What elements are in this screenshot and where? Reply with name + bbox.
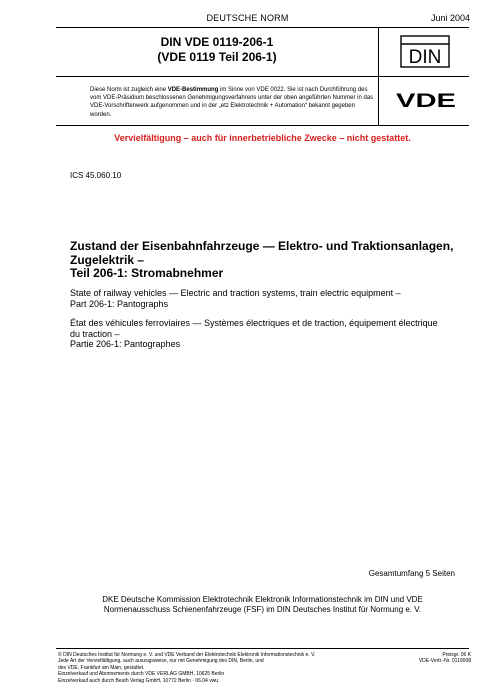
title-french-line: Partie 206-1: Pantographes (70, 339, 181, 349)
divider-title (56, 76, 469, 77)
document-number-vde: (VDE 0119 Teil 206-1) (157, 50, 277, 64)
divider-notice (56, 125, 469, 126)
title-german-line: Zustand der Eisenbahnfahrzeuge — Elektro- und Traktionsanlagen, (70, 239, 454, 253)
title-english-line: Part 206-1: Pantographs (70, 298, 169, 309)
svg-text:VDE: VDE (396, 91, 456, 109)
committee-line: DKE Deutsche Kommission Elektrotechnik Elektronik Informationstechnik im DIN und VDE (102, 595, 423, 604)
title-german (70, 240, 460, 281)
norm-type-label: DEUTSCHE NORM (206, 13, 289, 23)
divider-top (56, 27, 469, 28)
footer-line: Jede Art der Vervielfältigung, auch auszugsweise, nur mit Genehmigung des DIN, Berlin, und (58, 658, 264, 665)
title-german-line: Zugelektrik – (70, 252, 145, 267)
footer-line: © DIN Deutsches Institut für Normung e. V. und VDE Verband der Elektrotechnik Elektronik Informationstechnik e. V. (58, 652, 316, 658)
title-french-line: du traction – (70, 328, 120, 339)
svg-text:DIN: DIN (408, 47, 442, 68)
footer-price (419, 652, 471, 665)
reproduction-notice: Vervielfältigung – auch für innerbetriebliche Zwecke – nicht gestattet. (114, 133, 411, 143)
total-pages: Gesamtumfang 5 Seiten (368, 569, 455, 578)
price-group: Preisgr. 06 K (442, 652, 471, 658)
document-number: DIN VDE 0119-206-1 (160, 35, 274, 49)
vde-bestimmung-label: VDE-Bestimmung (167, 87, 219, 93)
title-english (70, 288, 460, 309)
din-logo (400, 35, 450, 68)
footer-line: Einzelverkauf und Abonnements durch VDE VERLAG GMBH, 10625 Berlin (58, 671, 225, 678)
footer-line: des VDE, Frankfurt am Main, gestattet. (58, 664, 145, 671)
footer-line: Einzelverkauf auch durch Beuth Verlag GmbH, 10772 Berlin · 06.04 vwu (58, 677, 219, 684)
title-french (70, 318, 460, 350)
vde-order-number: VDE-Vertr.-Nr. 0119008 (418, 658, 471, 665)
divider-logo-column (378, 27, 379, 125)
publication-date: Juni 2004 (430, 13, 470, 23)
committee-line: Normenausschuss Schienenfahrzeuge (FSF) im DIN Deutsches Institut für Normung e. V. (103, 605, 422, 614)
divider-footer (56, 648, 469, 649)
ics-code: ICS 45.060.10 (70, 171, 122, 180)
title-french-line: État des véhicules ferroviaires — Systèmes électriques et de traction, équipement électrique (70, 318, 438, 328)
footer-copyright (58, 652, 358, 684)
vde-logo (395, 91, 457, 109)
committee-block (56, 595, 469, 615)
title-english-line: State of railway vehicles — Electric and traction systems, train electric equipment – (70, 288, 401, 298)
vde-notice: Diese Norm ist zugleich eine VDE-Bestimmung im Sinne von VDE 0022. Sie ist nach Durchführung des vom VDE-Präsidium beschlossenen Genehmigungsverfahrens unter der oben angeführten Nummer in das VDE-Vorschriftenwerk aufgenommen und in der „etz Elektrotechnik + Automation“ bekannt gegeben worden. (90, 87, 374, 118)
title-german-line: Teil 206-1: Stromabnehmer (70, 266, 224, 280)
